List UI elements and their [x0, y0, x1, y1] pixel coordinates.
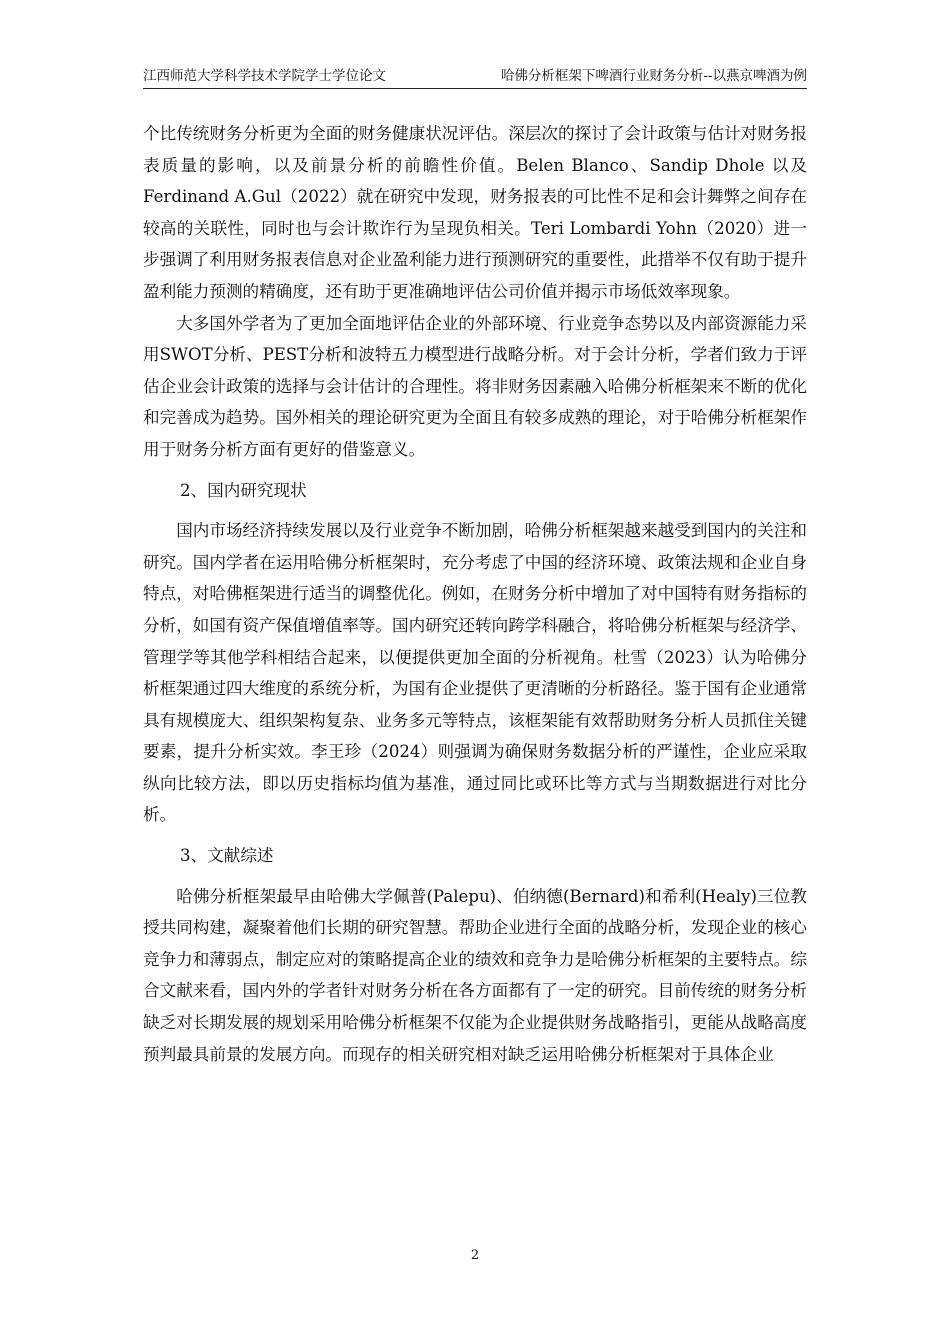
page-header [143, 66, 807, 89]
paragraph-literature-review: 哈佛分析框架最早由哈佛大学佩普(Palepu)、伯纳德(Bernard)和希利(Healy)三位教授共同构建，凝聚着他们长期的研究智慧。帮助企业进行全面的战略分析，发现企业的核心竞争力和薄弱点，制定应对的策略提高企业的绩效和竞争力是哈佛分析框架的主要特点。综合文献来看，国内外的学者针对财务分析在各方面都有了一定的研究。目前传统的财务分析缺乏对长期发展的规划采用哈佛分析框架不仅能为企业提供财务战略指引，更能从战略高度预判最具前景的发展方向。而现存的相关研究相对缺乏运用哈佛分析框架对于具体企业 [143, 886, 807, 1064]
header-thesis-title: 江西师范大学科学技术学院学士学位论文 [143, 68, 386, 84]
page-number: 2 [470, 1248, 480, 1263]
paragraph-foreign-research-cont: 个比传统财务分析更为全面的财务健康状况评估。深层次的探讨了会计政策与估计对财务报表质量的影响，以及前景分析的前瞻性价值。Belen Blanco、Sandip Dhole 以及 Ferdinand A.Gul（2022）就在研究中发现，财务报表的可比性不足和会计舞弊之间存在较高的关联性，同时也与会计欺诈行为呈现负相关。Teri Lombardi Yohn（2020）进一步强调了利用财务报表信息对企业盈利能力进行预测研究的重要性，此措举不仅有助于提升盈利能力预测的精确度，还有助于更准确地评估公司价值并揭示市场低效率现象。 [143, 124, 807, 301]
section-heading-domestic-research: 2、国内研究现状 [180, 480, 307, 500]
body-text [143, 118, 807, 1070]
paragraph-domestic-research: 国内市场经济持续发展以及行业竞争不断加剧，哈佛分析框架越来越受到国内的关注和研究。国内学者在运用哈佛分析框架时，充分考虑了中国的经济环境、政策法规和企业自身特点，对哈佛框架进行适当的调整优化。例如，在财务分析中增加了对中国特有财务指标的分析，如国有资产保值增值率等。国内研究还转向跨学科融合，将哈佛分析框架与经济学、管理学等其他学科相结合起来，以便提供更加全面的分析视角。杜雪（2023）认为哈佛分析框架通过四大维度的系统分析，为国有企业提供了更清晰的分析路径。鉴于国有企业通常具有规模庞大、组织架构复杂、业务多元等特点，该框架能有效帮助财务分析人员抓住关键要素，提升分析实效。李王珍（2024）则强调为确保财务数据分析的严谨性，企业应采取纵向比较方法，即以历史指标均值为基准，通过同比或环比等方式与当期数据进行对比分析。 [143, 521, 807, 825]
section-heading-literature-review: 3、文献综述 [180, 846, 274, 866]
paragraph-foreign-strategy: 大多国外学者为了更加全面地评估企业的外部环境、行业竞争态势以及内部资源能力采用SWOT分析、PEST分析和波特五力模型进行战略分析。对于会计分析，学者们致力于评估企业会计政策的选择与会计估计的合理性。将非财务因素融入哈佛分析框架来不断的优化和完善成为趋势。国外相关的理论研究更为全面且有较多成熟的理论，对于哈佛分析框架作用于财务分析方面有更好的借鉴意义。 [143, 313, 807, 459]
header-paper-title: 哈佛分析框架下啤酒行业财务分析--以燕京啤酒为例 [500, 68, 807, 84]
